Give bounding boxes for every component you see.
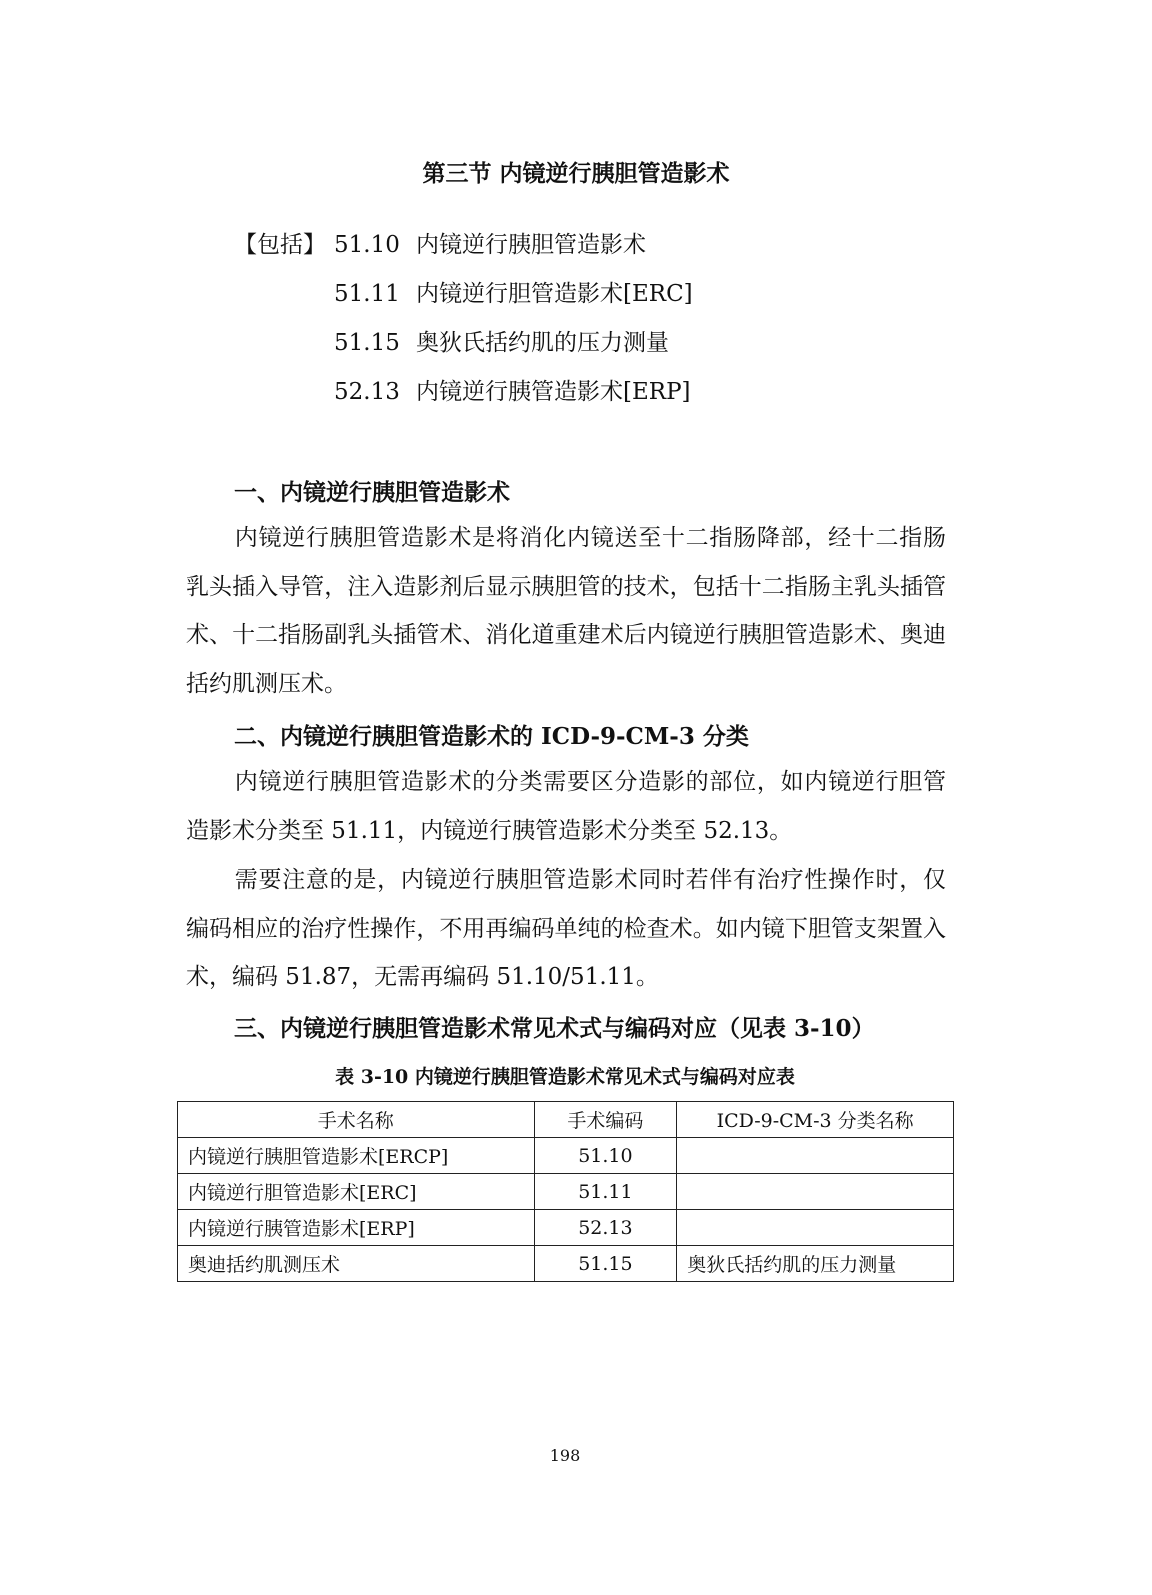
- page-number: 198: [549, 1446, 581, 1465]
- table-row: [178, 1174, 954, 1210]
- table-cell: 奥狄氏括约肌的压力测量: [677, 1246, 954, 1282]
- table-cell: 内镜逆行胆管造影术[ERC]: [178, 1174, 535, 1210]
- table-caption: 表 3-10 内镜逆行胰胆管造影术常见术式与编码对应表: [335, 1066, 795, 1088]
- include-code: 52.13: [334, 379, 400, 405]
- heading-1: 一、内镜逆行胰胆管造影术: [234, 479, 510, 506]
- table-cell: 51.10: [534, 1138, 677, 1174]
- include-block: [234, 226, 693, 422]
- paragraph-text: 需要注意的是，内镜逆行胰胆管造影术同时若伴有治疗性操作时，仅编码相应的治疗性操作，不用再编码单纯的检查术。如内镜下胆管支架置入术，编码 51.87，无需再编码 51.10/51.11。: [186, 867, 946, 990]
- table-cell: 51.11: [534, 1174, 677, 1210]
- table-row: [178, 1210, 954, 1246]
- include-code: 51.11: [334, 281, 400, 307]
- include-item: [234, 275, 693, 324]
- code-table: [177, 1101, 954, 1282]
- table-header-row: [178, 1102, 954, 1138]
- table-cell: [677, 1174, 954, 1210]
- table-cell: 奥迪括约肌测压术: [178, 1246, 535, 1282]
- include-name: 内镜逆行胰胆管造影术: [416, 232, 646, 258]
- include-code: 51.10: [334, 232, 400, 258]
- table-cell: 内镜逆行胰胆管造影术[ERCP]: [178, 1138, 535, 1174]
- heading-3: 三、内镜逆行胰胆管造影术常见术式与编码对应（见表 3-10）: [234, 1015, 875, 1042]
- table-cell: [677, 1210, 954, 1246]
- heading-2: 二、内镜逆行胰胆管造影术的 ICD-9-CM-3 分类: [234, 723, 749, 750]
- table-header: ICD-9-CM-3 分类名称: [677, 1102, 954, 1138]
- include-item: [234, 373, 693, 422]
- table-cell: 51.15: [534, 1246, 677, 1282]
- include-name: 内镜逆行胰管造影术[ERP]: [416, 379, 691, 405]
- table-cell: 52.13: [534, 1210, 677, 1246]
- include-item: [234, 226, 693, 275]
- table-header: 手术编码: [534, 1102, 677, 1138]
- paragraph-text: 内镜逆行胰胆管造影术的分类需要区分造影的部位，如内镜逆行胆管造影术分类至 51.11，内镜逆行胰管造影术分类至 52.13。: [186, 769, 946, 844]
- paragraph: [186, 856, 946, 1002]
- table-row: [178, 1138, 954, 1174]
- paragraph-text: 内镜逆行胰胆管造影术是将消化内镜送至十二指肠降部，经十二指肠乳头插入导管，注入造影剂后显示胰胆管的技术，包括十二指肠主乳头插管术、十二指肠副乳头插管术、消化道重建术后内镜逆行胰胆管造影术、奥迪括约肌测压术。: [186, 525, 946, 697]
- table-header: 手术名称: [178, 1102, 535, 1138]
- table-row: [178, 1246, 954, 1282]
- include-name: 奥狄氏括约肌的压力测量: [416, 330, 669, 356]
- section-title: 第三节 内镜逆行胰胆管造影术: [422, 160, 730, 187]
- include-item: [234, 324, 693, 373]
- table-cell: 内镜逆行胰管造影术[ERP]: [178, 1210, 535, 1246]
- include-label: 【包括】: [234, 232, 326, 258]
- include-code: 51.15: [334, 330, 400, 356]
- include-name: 内镜逆行胆管造影术[ERC]: [416, 281, 693, 307]
- table-cell: [677, 1138, 954, 1174]
- paragraph: [186, 758, 946, 855]
- paragraph: [186, 514, 946, 708]
